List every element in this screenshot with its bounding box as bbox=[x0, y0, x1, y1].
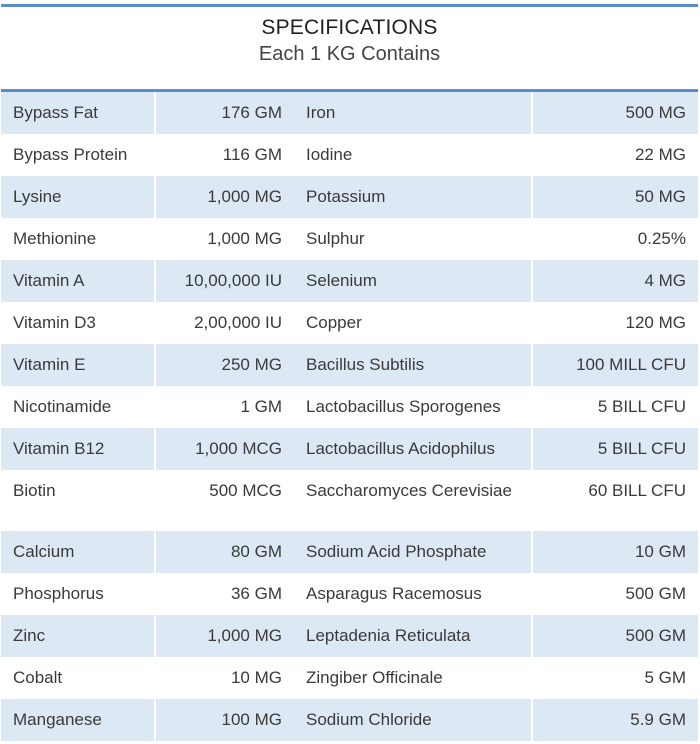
ingredient-name: Zingiber Officinale bbox=[294, 657, 532, 699]
table-row bbox=[1, 92, 698, 134]
ingredient-amount: 0.25% bbox=[532, 218, 698, 260]
specifications-card bbox=[1, 4, 698, 741]
ingredient-amount: 5 GM bbox=[532, 657, 698, 699]
table-row bbox=[1, 302, 698, 344]
page-subtitle: Each 1 KG Contains bbox=[258, 43, 441, 65]
specifications-table-group-1 bbox=[1, 92, 698, 512]
table-row bbox=[1, 344, 698, 386]
table-row bbox=[1, 260, 698, 302]
ingredient-amount: 10,00,000 IU bbox=[155, 260, 294, 302]
ingredient-name: Lactobacillus Acidophilus bbox=[294, 428, 532, 470]
ingredient-name: Asparagus Racemosus bbox=[294, 573, 532, 615]
ingredient-name: Bypass Protein bbox=[1, 134, 155, 176]
table-row bbox=[1, 386, 698, 428]
table-row bbox=[1, 428, 698, 470]
ingredient-name: Bypass Fat bbox=[1, 92, 155, 134]
ingredient-name: Sodium Acid Phosphate bbox=[294, 531, 532, 573]
table-row bbox=[1, 657, 698, 699]
ingredient-amount: 80 GM bbox=[155, 531, 294, 573]
ingredient-name: Leptadenia Reticulata bbox=[294, 615, 532, 657]
ingredient-amount: 10 MG bbox=[155, 657, 294, 699]
ingredient-amount: 1,000 MG bbox=[155, 615, 294, 657]
table-row bbox=[1, 176, 698, 218]
ingredient-amount: 176 GM bbox=[155, 92, 294, 134]
ingredient-name: Lactobacillus Sporogenes bbox=[294, 386, 532, 428]
ingredient-name: Cobalt bbox=[1, 657, 155, 699]
ingredient-name: Sodium Chloride bbox=[294, 699, 532, 741]
ingredient-amount: 116 GM bbox=[155, 134, 294, 176]
ingredient-name: Lysine bbox=[1, 176, 155, 218]
ingredient-name: Sulphur bbox=[294, 218, 532, 260]
ingredient-amount: 1,000 MG bbox=[155, 176, 294, 218]
ingredient-name: Iodine bbox=[294, 134, 532, 176]
ingredient-amount: 50 MG bbox=[532, 176, 698, 218]
table-row bbox=[1, 699, 698, 741]
ingredient-amount: 500 GM bbox=[532, 573, 698, 615]
ingredient-amount: 5 BILL CFU bbox=[532, 386, 698, 428]
ingredient-name: Selenium bbox=[294, 260, 532, 302]
ingredient-amount: 1,000 MG bbox=[155, 218, 294, 260]
ingredient-amount: 36 GM bbox=[155, 573, 294, 615]
ingredient-amount: 250 MG bbox=[155, 344, 294, 386]
ingredient-amount: 5 BILL CFU bbox=[532, 428, 698, 470]
ingredient-amount: 1 GM bbox=[155, 386, 294, 428]
ingredient-name: Nicotinamide bbox=[1, 386, 155, 428]
ingredient-amount: 5.9 GM bbox=[532, 699, 698, 741]
ingredient-name: Phosphorus bbox=[1, 573, 155, 615]
table-row bbox=[1, 531, 698, 573]
table-row bbox=[1, 470, 698, 512]
ingredient-amount: 22 MG bbox=[532, 134, 698, 176]
table-row bbox=[1, 615, 698, 657]
ingredient-name: Manganese bbox=[1, 699, 155, 741]
page-title: SPECIFICATIONS bbox=[261, 16, 438, 39]
ingredient-name: Bacillus Subtilis bbox=[294, 344, 532, 386]
ingredient-amount: 1,000 MCG bbox=[155, 428, 294, 470]
ingredient-name: Copper bbox=[294, 302, 532, 344]
ingredient-amount: 100 MILL CFU bbox=[532, 344, 698, 386]
ingredient-amount: 10 GM bbox=[532, 531, 698, 573]
ingredient-name: Biotin bbox=[1, 470, 155, 512]
ingredient-name: Vitamin E bbox=[1, 344, 155, 386]
ingredient-amount: 100 MG bbox=[155, 699, 294, 741]
ingredient-amount: 500 MG bbox=[532, 92, 698, 134]
ingredient-name: Vitamin A bbox=[1, 260, 155, 302]
ingredient-amount: 4 MG bbox=[532, 260, 698, 302]
ingredient-name: Methionine bbox=[1, 218, 155, 260]
ingredient-name: Calcium bbox=[1, 531, 155, 573]
ingredient-name: Zinc bbox=[1, 615, 155, 657]
ingredient-name: Potassium bbox=[294, 176, 532, 218]
specifications-header bbox=[1, 7, 698, 89]
table-row bbox=[1, 218, 698, 260]
ingredient-name: Vitamin D3 bbox=[1, 302, 155, 344]
table-row bbox=[1, 573, 698, 615]
ingredient-name: Saccharomyces Cerevisiae bbox=[294, 470, 532, 512]
ingredient-amount: 2,00,000 IU bbox=[155, 302, 294, 344]
specifications-table-group-2 bbox=[1, 531, 698, 741]
ingredient-amount: 500 GM bbox=[532, 615, 698, 657]
ingredient-name: Iron bbox=[294, 92, 532, 134]
ingredient-name: Vitamin B12 bbox=[1, 428, 155, 470]
ingredient-amount: 500 MCG bbox=[155, 470, 294, 512]
ingredient-amount: 60 BILL CFU bbox=[532, 470, 698, 512]
ingredient-amount: 120 MG bbox=[532, 302, 698, 344]
table-row bbox=[1, 134, 698, 176]
